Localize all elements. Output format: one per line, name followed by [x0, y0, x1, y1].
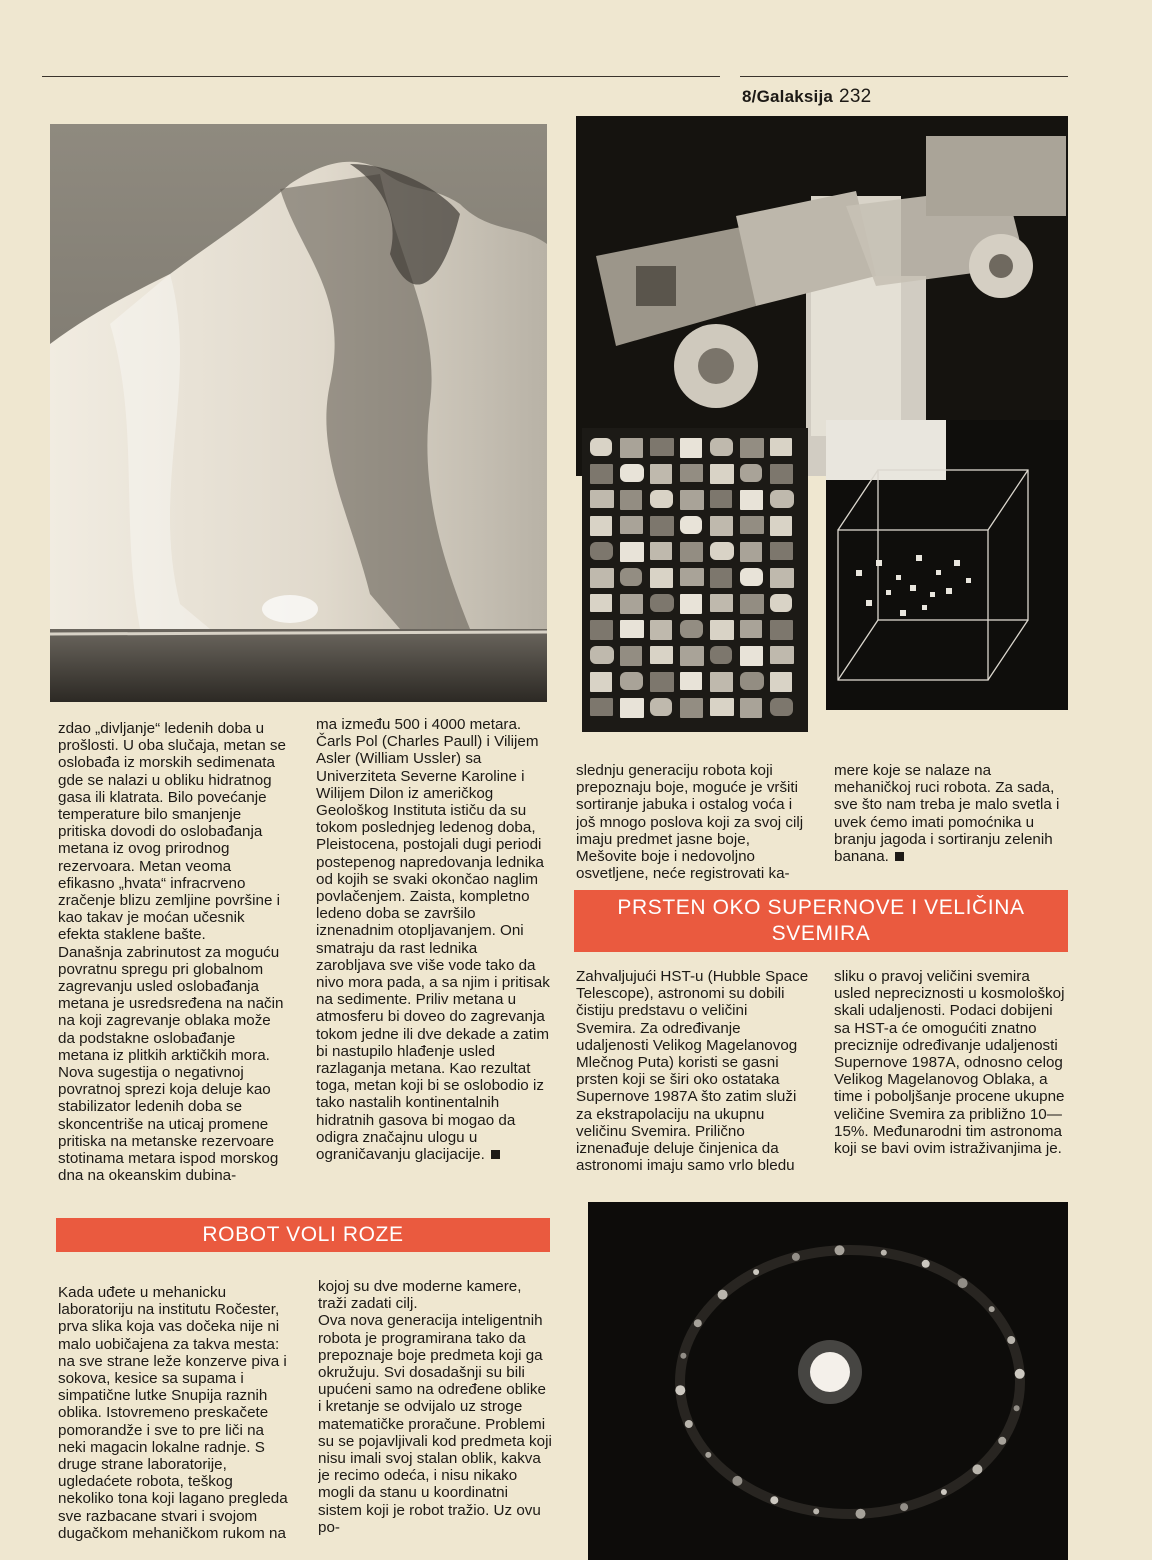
magazine-name: 8/Galaksija: [742, 87, 834, 106]
methane-article-col2-text: ma između 500 i 4000 metara. Čarls Pol (Charles Paull) i Vilijem Asler (William Ussler) sa Univerziteta Severne Karoline i Wilijem Dilon iz američkog Geološkog Instituta ističu da su tokom poslednjeg ledenog doba, Pleistocena, postojali dugi periodi postepenog napredovanja lednika od kojih se svaki okončao naglim povlačenjem. Zaista, kompletno ledeno doba se završilo iznenadnim otopljavanjem. Oni smatraju da rast lednika zarobljava sve više vode tako da nivo mora pada, a sa njim i pritisak na sedimente. Priliv metana u atmosferu bi doveo do zagrevanja tokom jedne ili dve dekade a zatim bi nastupilo hlađenje usled razlaganja metana. Kao rezultat toga, metan koji bi se oslobodio iz tako nastalih kontinentalnih hidratnih gasova bi mogao da odigra značajnu ulogu u ograničavanju glacijacije.: [316, 716, 550, 1164]
robot-article-col2: kojoj su dve moderne kamere, traži zadati cilj. Ova nova generacija inteligentnih robota je programirana tako da prepoznaje boje predmeta koji ga okružuju. Svi dosadašnji su bili upućeni samo na određene oblike i kretanje se odvijalo uz stroge matematičke proračune. Problemi su se pojavljivali kod predmeta koji nisu imali svoj stalan oblik, kakva je recimo odeća, i nisu nikako mogli da stanu u koordinatni sistem koji je robot tražio. Uz ovu po-: [318, 1278, 552, 1536]
wireframe-cube-graphic: [826, 420, 1068, 710]
issue-number: 232: [839, 86, 872, 107]
page-header: [742, 86, 871, 108]
robot-article-banner: [56, 1218, 550, 1252]
iceberg-photo: [50, 124, 547, 702]
methane-article-col2: [316, 716, 550, 1196]
robot-article-col4: [834, 762, 1068, 874]
end-mark: [895, 852, 904, 861]
header-rule-left: [42, 76, 720, 77]
sorted-objects-photo: [582, 428, 808, 732]
supernova-article-col1: Zahvaljujući HST-u (Hubble Space Telescope), astronomi su dobili čistiju predstavu o veličini Svemira. Za određivanje udaljenosti Velikog Magelanovog Mlečnog Puta) koristi se gasni prsten koji se širi oko ostataka Supernove 1987A što zatim služi za ekstrapolaciju na ukupnu veličinu Svemira. Prilično iznenađuje deluje činjenica da astronomi imaju samo vrlo bledu: [576, 968, 809, 1175]
supernova-title-line2: SVEMIRA: [771, 922, 871, 945]
supernova-title-line1: PRSTEN OKO SUPERNOVE I VELIČINA: [617, 896, 1025, 919]
supernova-article-banner: [574, 890, 1068, 952]
supernova-article-col2: sliku o pravoj veličini svemira usled nepreciznosti u kosmološkoj skali udaljenosti. Podaci dobijeni sa HST-a će omogućiti znatno preciznije određivanje udaljenosti Supernove 1987A, odnosno celog Velikog Magelanovog Oblaka, a time i poboljšanje procene ukupne veličine Svemira za približno 10—15%. Međunarodni tim astronoma koji se bavi ovim istraživanjima je.: [834, 968, 1065, 1158]
end-mark: [491, 1150, 500, 1159]
header-rule-right: [740, 76, 1068, 77]
robot-article-title: ROBOT VOLI ROZE: [202, 1223, 404, 1246]
methane-article-col1: zdao „divljanje“ ledenih doba u prošlosti. U oba slučaja, metan se oslobađa iz morskih sedimenata gde se nalazi u obliku hidratnog gasa ili klatrata. Bilo povećanje temperature bilo smanjenje pritiska dovodi do oslobađanja metana iz ovog prirodnog rezervoara. Metan veoma efikasno „hvata“ infracrveno zračenje blizu zemljine površine i kao takav je moćan učesnik efekta staklene bašte. Današnja zabrinutost za moguću povratnu spregu pri globalnom zagrevanju usled oslobađanja metana je usredsređena na način na koji zagrevanje oblaka može da podstakne oslobađanje metana iz plitkih arktičkih mora. Nova sugestija o negativnoj povratnoj sprezi koja deluje kao stabilizator ledenih doba se skoncentriše na uticaj promene pritiska na metanske rezervoare stotinama metara ispod morskog dna na okeanskim dubina-: [58, 720, 286, 1185]
robot-article-col1: Kada uđete u mehanicku laboratoriju na institutu Ročester, prva slika koja vas dočeka nije ni malo uobičajena za takva mesta: na sve strane leže konzerve piva i sokova, kesice sa supama i simpatične lutke Snupija raznih oblika. Istovremeno preskačete pomorandže i sve to pre liči na neki magacin lokalne radnje. S druge strane laboratorije, ugledaćete robota, teškog nekoliko tona koji lagano pregleda sve razbacane stvari i svojom dugačkom mehaničkom rukom na: [58, 1284, 288, 1542]
robot-article-col3: slednju generaciju robota koji prepoznaju boje, moguće je vršiti sortiranje jabuka i ostalog voća i još mnogo poslova koji za svoj cilj imaju predmet jasne boje, Mešovite boje i nedovoljno osvetljene, neće registrovati ka-: [576, 762, 804, 883]
robot-article-col4-text: mere koje se nalaze na mehaničkoj ruci robota. Za sada, sve što nam treba je malo svetla i uvek ćemo imati pomoćnika u branju jagoda i sortiranju zelenih banana.: [834, 762, 1060, 866]
supernova-ring-photo: [588, 1202, 1068, 1560]
